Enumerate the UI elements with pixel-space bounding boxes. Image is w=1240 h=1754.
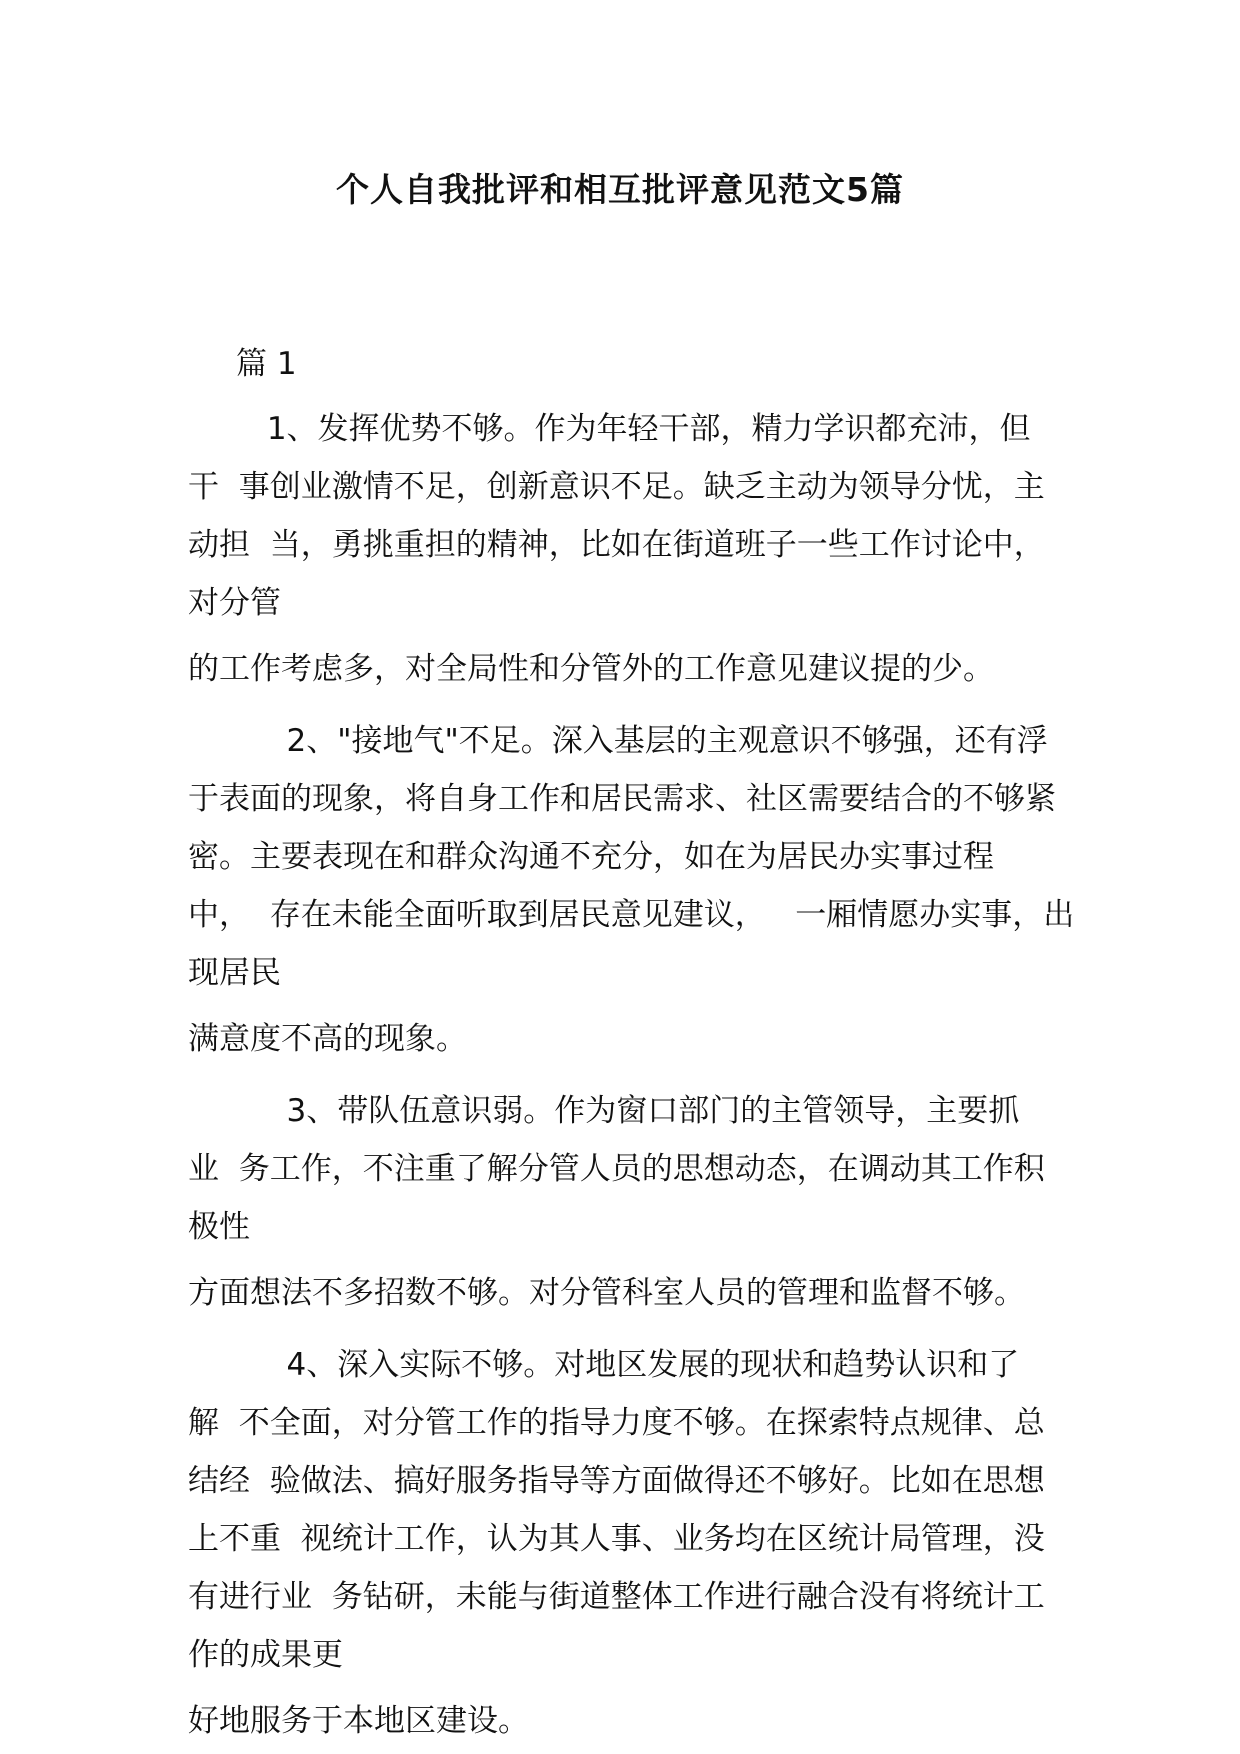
paragraph-5 (188, 1082, 1068, 1256)
paragraph-1 (188, 400, 1068, 632)
paragraph-line: 现居民 (188, 955, 281, 991)
paragraph-line: 方面想法不多招数不够。对分管科室人员的管理和监督不够。 (188, 1275, 1025, 1311)
paragraph-6 (188, 1264, 1068, 1322)
paragraph-line: 动担 当，勇挑重担的精神，比如在街道班子一些工作讨论中， (188, 527, 1045, 563)
paragraph-line: 的工作考虑多，对全局性和分管外的工作意见建议提的少。 (188, 651, 994, 687)
paragraph-line: 极性 (188, 1209, 250, 1245)
paragraph-line: 4、深入实际不够。对地区发展的现状和趋势认识和了 (188, 1347, 1020, 1383)
paragraph-line: 对分管 (188, 585, 281, 621)
paragraph-line: 好地服务于本地区建设。 (188, 1703, 529, 1739)
paragraph-line: 有进行业 务钻研，未能与街道整体工作进行融合没有将统计工 (188, 1579, 1045, 1615)
paragraph-line: 干 事创业激情不足，创新意识不足。缺乏主动为领导分忧，主 (188, 469, 1045, 505)
paragraph-2 (188, 640, 1068, 698)
paragraph-line: 密。主要表现在和群众沟通不充分，如在为居民办实事过程 (188, 839, 994, 875)
document-title: 个人自我批评和相互批评意见范文5篇 (336, 170, 904, 209)
paragraph-line: 中， 存在未能全面听取到居民意见建议， 一厢情愿办实事，出 (188, 897, 1075, 933)
paragraph-8 (188, 1692, 1068, 1750)
paragraph-line: 上不重 视统计工作，认为其人事、业务均在区统计局管理，没 (188, 1521, 1045, 1557)
paragraph-line: 解 不全面，对分管工作的指导力度不够。在探索特点规律、总 (188, 1405, 1045, 1441)
paragraph-line: 业 务工作，不注重了解分管人员的思想动态，在调动其工作积 (188, 1151, 1045, 1187)
paragraph-line: 2、"接地气"不足。深入基层的主观意识不够强，还有浮 (188, 723, 1048, 759)
paragraph-line: 1、发挥优势不够。作为年轻干部，精力学识都充沛，但 (188, 411, 1031, 447)
paragraph-3 (188, 712, 1075, 1002)
paragraph-line: 3、带队伍意识弱。作为窗口部门的主管领导，主要抓 (188, 1093, 1020, 1129)
paragraph-line: 结经 验做法、搞好服务指导等方面做得还不够好。比如在思想 (188, 1463, 1045, 1499)
paragraph-4 (188, 1010, 1068, 1068)
paragraph-line: 作的成果更 (188, 1637, 343, 1673)
paragraph-line: 于表面的现象，将自身工作和居民需求、社区需要结合的不够紧 (188, 781, 1056, 817)
paragraph-7 (188, 1336, 1068, 1684)
paragraph-line: 满意度不高的现象。 (188, 1021, 467, 1057)
section-label: 篇 1 (236, 346, 297, 382)
